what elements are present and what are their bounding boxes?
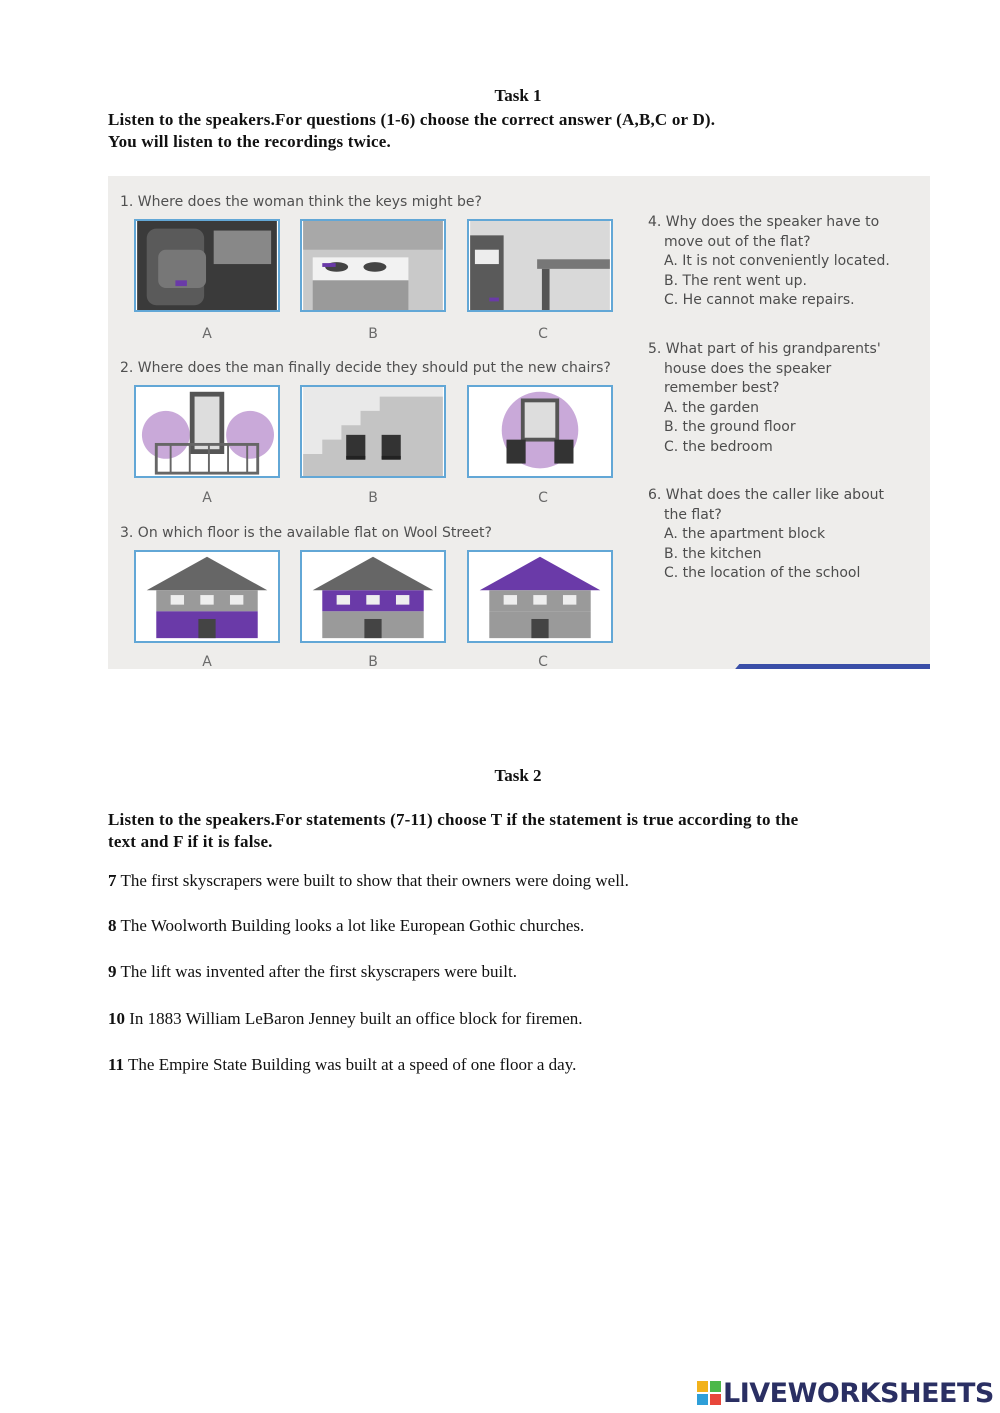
bedroom-keys-icon[interactable]: [467, 219, 613, 312]
logo-text: LIVEWORKSHEETS: [723, 1377, 994, 1409]
q6-option-b[interactable]: B. the kitchen: [664, 545, 762, 562]
statement-11-number: 11: [108, 1055, 125, 1074]
task1-instruction-line1: Listen to the speakers.For questions (1-6) choose the correct answer (A,B,C or D).: [108, 110, 716, 129]
q5-stem-line3: remember best?: [664, 380, 780, 397]
q6-option-a[interactable]: A. the apartment block: [664, 526, 826, 543]
cooker-keys-icon[interactable]: [300, 219, 446, 312]
question-6: [648, 486, 884, 584]
question-4: [648, 213, 890, 311]
q4-stem-line1: 4. Why does the speaker have to: [648, 214, 880, 230]
statement-11-text: The Empire State Building was built at a speed of one floor a day.: [128, 1055, 577, 1074]
q6-stem-line1: 6. What does the caller like about: [648, 487, 884, 503]
q5-option-b[interactable]: B. the ground floor: [664, 419, 796, 436]
statement-7-text: The first skyscrapers were built to show that their owners were doing well.: [120, 871, 629, 890]
question-2: 2. Where does the man finally decide they should put the new chairs?: [120, 360, 611, 376]
stairs-chairs-icon[interactable]: [300, 385, 446, 478]
q6-option-c[interactable]: C. the location of the school: [664, 565, 861, 582]
car-seat-keys-icon[interactable]: [134, 219, 280, 312]
q1-letter-b: B: [368, 326, 378, 342]
statement-10-text: In 1883 William LeBaron Jenney built an office block for firemen.: [129, 1009, 583, 1028]
q3-letter-a: A: [202, 654, 212, 669]
statement-11[interactable]: [108, 1055, 576, 1075]
q5-stem-line1: 5. What part of his grandparents': [648, 341, 881, 357]
q5-stem-line2: house does the speaker: [664, 360, 832, 377]
q2-letter-b: B: [368, 490, 378, 506]
house-top-floor-icon[interactable]: [467, 550, 613, 643]
house-first-floor-icon[interactable]: [300, 550, 446, 643]
q6-stem-line2: the flat?: [664, 506, 722, 523]
task2-title: Task 2: [494, 766, 542, 785]
task2-instruction-line1: Listen to the speakers.For statements (7-11) choose T if the statement is true according to the: [108, 810, 799, 829]
question-5: [648, 340, 881, 458]
q5-option-a[interactable]: A. the garden: [664, 399, 760, 416]
q4-stem-line2: move out of the flat?: [664, 233, 811, 250]
q2-letter-a: A: [202, 490, 212, 506]
q3-letter-c: C: [538, 654, 548, 669]
statement-8-number: 8: [108, 916, 117, 935]
q1-letter-c: C: [538, 326, 548, 342]
q4-option-b[interactable]: B. The rent went up.: [664, 272, 807, 289]
task1-instruction-line2: You will listen to the recordings twice.: [108, 132, 391, 151]
house-ground-floor-icon[interactable]: [134, 550, 280, 643]
liveworksheets-logo[interactable]: [697, 1378, 994, 1408]
task1-title: Task 1: [494, 86, 542, 105]
statement-7[interactable]: [108, 871, 629, 891]
q2-letter-c: C: [538, 490, 548, 506]
statement-7-number: 7: [108, 871, 117, 890]
statement-9-number: 9: [108, 962, 117, 981]
statement-10-number: 10: [108, 1009, 125, 1028]
scan-corner-decoration: [733, 664, 930, 669]
statement-8[interactable]: [108, 916, 584, 936]
q5-option-c[interactable]: C. the bedroom: [664, 438, 773, 455]
window-chairs-icon[interactable]: [467, 385, 613, 478]
q4-option-a[interactable]: A. It is not conveniently located.: [664, 253, 890, 270]
statement-8-text: The Woolworth Building looks a lot like European Gothic churches.: [120, 916, 585, 935]
q1-letter-a: A: [202, 326, 212, 342]
question-1: 1. Where does the woman think the keys might be?: [120, 194, 482, 210]
balcony-chairs-icon[interactable]: [134, 385, 280, 478]
task1-instructions: [108, 109, 918, 153]
question-3: 3. On which floor is the available flat on Wool Street?: [120, 525, 492, 541]
liveworksheets-mark-icon: [697, 1381, 721, 1405]
textbook-panel: [108, 176, 930, 669]
q4-option-c[interactable]: C. He cannot make repairs.: [664, 292, 855, 309]
statement-9-text: The lift was invented after the first skyscrapers were built.: [120, 962, 517, 981]
q3-letter-b: B: [368, 654, 378, 669]
statement-10[interactable]: [108, 1009, 583, 1029]
task2-instructions: [108, 809, 918, 853]
statement-9[interactable]: [108, 962, 517, 982]
task2-instruction-line2: text and F if it is false.: [108, 832, 273, 851]
